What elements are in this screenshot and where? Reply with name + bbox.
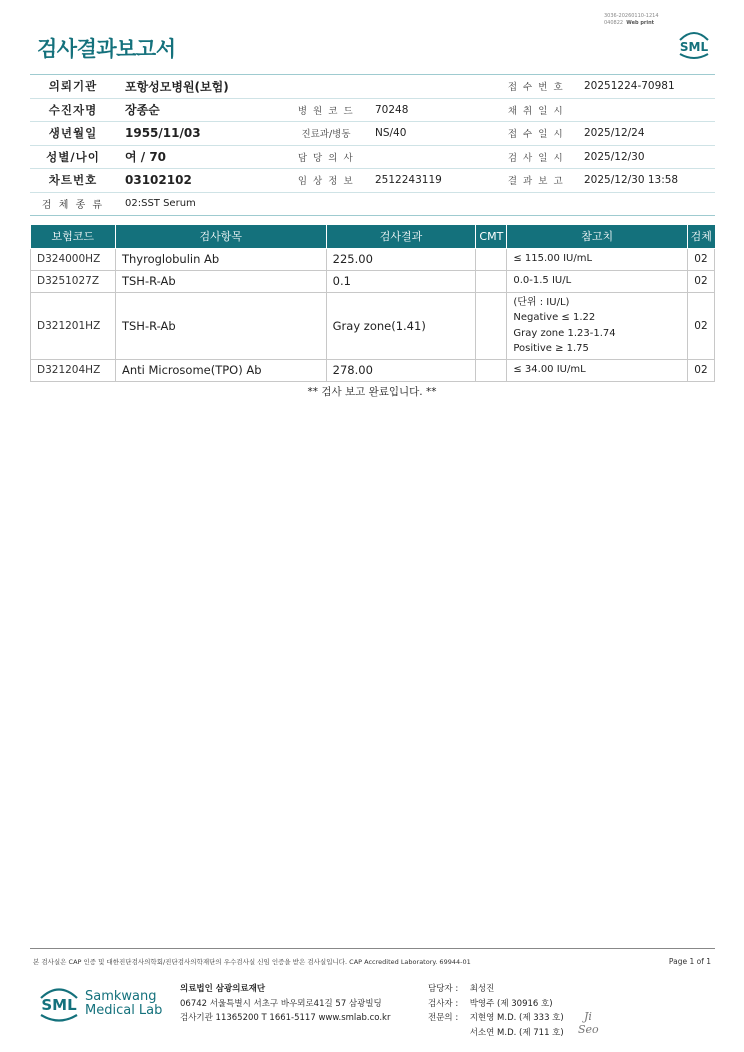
reference-line: Negative ≤ 1.22 <box>513 312 596 323</box>
table-row <box>31 292 715 359</box>
staff-role: 담당자 : <box>428 984 459 994</box>
staff-role: 검사자 : <box>428 998 459 1009</box>
birth-value: 1955/11/03 <box>116 122 286 146</box>
sml-logo-icon <box>37 981 81 1025</box>
col-ref-header: 참고치 <box>507 225 688 248</box>
list-item <box>428 1011 564 1026</box>
patient-name-label: 수진자명 <box>30 98 116 122</box>
test-reference: ≤ 115.00 IU/mL <box>507 248 688 270</box>
web-print-label: Web print <box>626 20 655 26</box>
certification-text: 본 검사실은 CAP 인증 및 대한진단검사의학회/진단검사의학재단의 우수검사실 신임 인증을 받은 검사실입니다. CAP Accredited Laboratory. 69944-01 <box>33 958 471 966</box>
list-item <box>428 997 564 1012</box>
test-result: 0.1 <box>326 270 476 292</box>
receipt-date-label: 접 수 일 시 <box>496 122 576 146</box>
report-date-value: 2025/12/30 13:58 <box>576 169 715 193</box>
receipt-no-value: 20251224-70981 <box>576 75 715 99</box>
list-item <box>428 1026 564 1041</box>
test-specimen: 02 <box>687 270 714 292</box>
test-reference: ≤ 34.00 IU/mL <box>507 359 688 381</box>
sex-age-value: 여 / 70 <box>116 145 286 169</box>
table-row <box>31 248 715 270</box>
logo-text: SML <box>41 996 77 1014</box>
document-id-line1: 3036-20260110-1214 <box>604 13 659 19</box>
collection-date-label: 채 취 일 시 <box>496 98 576 122</box>
hospital-code-value: 70248 <box>366 98 496 122</box>
test-specimen: 02 <box>687 359 714 381</box>
test-item: TSH-R-Ab <box>115 292 326 359</box>
table-row <box>31 359 715 381</box>
brand-line2: Medical Lab <box>85 1003 163 1018</box>
doctor-value <box>366 145 496 169</box>
col-cmt-header: CMT <box>476 225 507 248</box>
document-id <box>604 13 659 27</box>
staff-list <box>428 982 564 1040</box>
test-item: Thyroglobulin Ab <box>115 248 326 270</box>
test-reference <box>507 292 688 359</box>
report-date-label: 결 과 보 고 <box>496 169 576 193</box>
test-cmt <box>476 359 507 381</box>
sml-logo-icon <box>676 27 712 61</box>
test-date-label: 검 사 일 시 <box>496 145 576 169</box>
staff-name: 서소연 M.D. (제 711 호) <box>469 1027 564 1038</box>
test-code: D3251027Z <box>31 270 116 292</box>
test-cmt <box>476 292 507 359</box>
info-row <box>30 169 715 193</box>
test-item: Anti Microsome(TPO) Ab <box>115 359 326 381</box>
organization-address: 06742 서울특별시 서초구 바우뫼로41길 57 삼광빌딩 <box>180 998 382 1009</box>
reference-line: (단위 : IU/L) <box>513 296 570 308</box>
test-code: D321204HZ <box>31 359 116 381</box>
report-title: 검사결과보고서 <box>37 37 176 61</box>
test-cmt <box>476 270 507 292</box>
info-row <box>30 98 715 122</box>
receipt-no-label: 접 수 번 호 <box>496 75 576 99</box>
institution-value: 포항성모병원(보험) <box>116 75 496 99</box>
info-row <box>30 122 715 146</box>
test-code: D321201HZ <box>31 292 116 359</box>
test-date-value: 2025/12/30 <box>576 145 715 169</box>
specimen-value: 02:SST Serum <box>116 192 715 216</box>
test-result: 225.00 <box>326 248 476 270</box>
chart-no-label: 차트번호 <box>30 169 116 193</box>
staff-name: 최성진 <box>469 984 495 994</box>
clinical-info-value: 2512243119 <box>366 169 496 193</box>
signature-2: Seo <box>578 1023 599 1036</box>
table-row <box>31 270 715 292</box>
patient-name-value: 장종순 <box>116 98 286 122</box>
footer-divider <box>30 948 715 949</box>
info-row <box>30 145 715 169</box>
sex-age-label: 성별/나이 <box>30 145 116 169</box>
test-result: Gray zone(1.41) <box>326 292 476 359</box>
reference-line: Positive ≥ 1.75 <box>513 343 589 354</box>
info-row <box>30 75 715 99</box>
staff-role: 전문의 : <box>428 1013 459 1023</box>
page-number: Page 1 of 1 <box>668 957 711 966</box>
specimen-label: 검 체 종 류 <box>30 192 116 216</box>
chart-no-value: 03102102 <box>116 169 286 193</box>
results-header-row <box>31 225 715 248</box>
signature-1: Ji <box>584 1010 592 1023</box>
reference-line: Gray zone 1.23-1.74 <box>513 327 616 339</box>
signature <box>578 1010 599 1036</box>
test-code: D324000HZ <box>31 248 116 270</box>
col-spec-header: 검체 <box>687 225 714 248</box>
organization-contact: 검사기관 11365200 T 1661-5117 www.smlab.co.kr <box>180 1013 391 1023</box>
organization-info <box>180 982 390 1026</box>
col-result-header: 검사결과 <box>326 225 476 248</box>
receipt-date-value: 2025/12/24 <box>576 122 715 146</box>
dept-value: NS/40 <box>366 122 496 146</box>
patient-info-table <box>30 74 715 216</box>
list-item <box>428 982 564 997</box>
clinical-info-label: 임 상 정 보 <box>286 169 366 193</box>
institution-label: 의뢰기관 <box>30 75 116 99</box>
test-specimen: 02 <box>687 292 714 359</box>
document-id-line2: 040822 <box>604 20 624 26</box>
brand-name <box>85 990 162 1018</box>
test-item: TSH-R-Ab <box>115 270 326 292</box>
info-row <box>30 192 715 216</box>
collection-date-value <box>576 98 715 122</box>
doctor-label: 담 당 의 사 <box>286 145 366 169</box>
col-item-header: 검사항목 <box>115 225 326 248</box>
dept-label: 진료과/병동 <box>286 122 366 146</box>
col-code-header: 보험코드 <box>31 225 116 248</box>
test-cmt <box>476 248 507 270</box>
brand-line1: Samkwang <box>85 989 157 1004</box>
test-reference: 0.0-1.5 IU/L <box>507 270 688 292</box>
report-complete-note: ** 검사 보고 완료입니다. ** <box>307 386 437 398</box>
organization-name: 의료법인 삼광의료재단 <box>180 984 266 994</box>
test-result: 278.00 <box>326 359 476 381</box>
results-table <box>30 225 715 382</box>
hospital-code-label: 병 원 코 드 <box>286 98 366 122</box>
staff-name: 박영주 (제 30916 호) <box>469 998 553 1009</box>
logo-text: SML <box>679 40 709 54</box>
birth-label: 생년월일 <box>30 122 116 146</box>
staff-name: 지현영 M.D. (제 333 호) <box>469 1013 564 1023</box>
test-specimen: 02 <box>687 248 714 270</box>
